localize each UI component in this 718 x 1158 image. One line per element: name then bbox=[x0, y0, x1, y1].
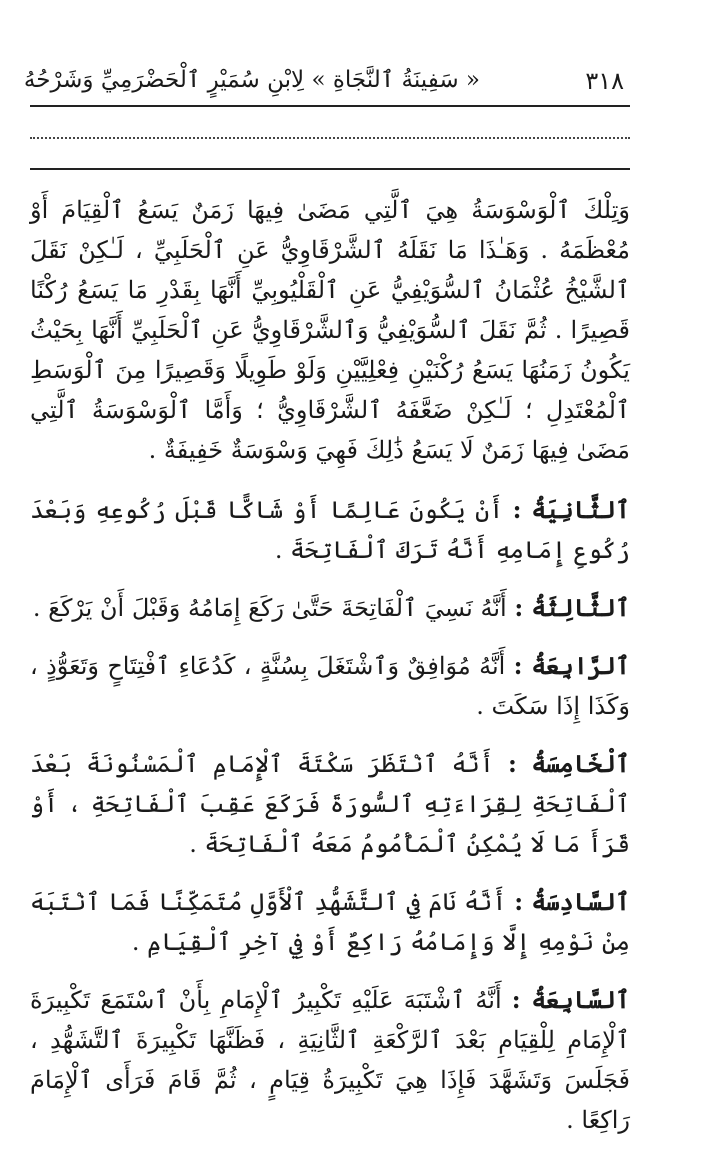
header-rule bbox=[30, 105, 630, 107]
running-title: « سَفِينَةُ ٱلنَّجَاةِ » لِابْنِ سُمَيْرٍ ٱلْحَضْرَمِيِّ وَشَرْحُهُ bbox=[23, 67, 480, 93]
body-text bbox=[30, 190, 630, 1158]
paragraph-text: وَتِلْكَ ٱلْوَسْوَسَةُ هِيَ ٱلَّتِي مَضَىٰ فِيهَا زَمَنٌ يَسَعُ ٱلْقِيَامَ أَوْ مُعْظَمَهُ . وَهَـٰذَا مَا نَقَلَهُ ٱلشَّرْقَاوِيُّ عَنِ ٱلْحَلَبِيِّ ، لَـٰكِنْ نَقَلَ ٱلشَّيْخُ عُثْمَانُ ٱلسُّوَيْفِيُّ عَنِ ٱلْقَلْيُوبِيِّ أَنَّهَا بِقَدْرِ مَا يَسَعُ رُكْنًا قَصِيرًا . ثُمَّ نَقَلَ ٱلسُّوَيْفِيُّ وَٱلشَّرْقَاوِيُّ عَنِ ٱلْحَلَبِيِّ أَنَّهَا بِحَيْثُ يَكُونُ زَمَنُهَا يَسَعُ رُكْنَيْنِ فِعْلِيَّيْنِ وَلَوْ طَوِيلًا وَقَصِيرًا مِنَ ٱلْوَسَطِ ٱلْمُعْتَدِلِ ؛ لَـٰكِنْ ضَعَّفَهُ ٱلشَّرْقَاوِيُّ ؛ وَأَمَّا ٱلْوَسْوَسَةُ ٱلَّتِي مَضَىٰ فِيهَا زَمَنٌ لَا يَسَعُ ذَٰلِكَ فَهِيَ وَسْوَسَةٌ خَفِيفَةٌ . bbox=[30, 196, 630, 464]
paragraph-lead: ٱلرَّابِعَةُ : bbox=[513, 651, 630, 680]
book-page bbox=[23, 55, 630, 1134]
section-rule bbox=[30, 168, 630, 170]
paragraph-lead: ٱلثَّالِثَةُ : bbox=[514, 593, 630, 622]
paragraph-text: أَنَّهُ ٱنْتَظَرَ سَكْتَةَ ٱلْإِمَامِ ٱلْمَسْنُونَةَ بَعْدَ ٱلْفَاتِحَةِ لِقِرَاءَتِهِ ٱلسُّورَةَ فَرَكَعَ عَقِبَ ٱلْفَاتِحَةِ ، أَوْ قَرَأَ مَا لَا يُمْكِنُ ٱلْمَأْمُومُ مَعَهُ ٱلْفَاتِحَةَ . bbox=[30, 750, 630, 858]
paragraph-lead: ٱلْخَامِسَةُ : bbox=[507, 749, 630, 778]
paragraph-text: أَنْ يَكُونَ عَالِمًا أَوْ شَاكًّا قَبْلَ رُكُوعِهِ وَبَعْدَ رُكُوعِ إِمَامِهِ أَنَّهُ تَرَكَ ٱلْفَاتِحَةَ . bbox=[30, 496, 630, 564]
dotted-separator bbox=[30, 137, 630, 139]
paragraph-7 bbox=[30, 980, 630, 1140]
paragraph-text: أَنَّهُ ٱشْتَبَهَ عَلَيْهِ تَكْبِيرُ ٱلْإِمَامِ بِأَنْ ٱسْتَمَعَ تَكْبِيرَةَ ٱلْإِمَامِ لِلْقِيَامِ بَعْدَ ٱلرَّكْعَةِ ٱلثَّانِيَةِ ، فَظَنَّهَا تَكْبِيرَةَ ٱلتَّشَهُّدِ ، فَجَلَسَ وَتَشَهَّدَ فَإِذَا هِيَ تَكْبِيرَةُ قِيَامٍ ، ثُمَّ قَامَ فَرَأَى ٱلْإِمَامَ رَاكِعًا . bbox=[30, 986, 630, 1134]
paragraph-6 bbox=[30, 882, 630, 962]
paragraph-lead: ٱلثَّانِيَةُ : bbox=[512, 495, 630, 524]
page-number: ٣١٨ bbox=[585, 67, 624, 95]
paragraph-5 bbox=[30, 744, 630, 864]
paragraph-3 bbox=[30, 588, 630, 628]
paragraph-4 bbox=[30, 646, 630, 726]
page-header bbox=[23, 65, 630, 109]
paragraph-lead: ٱلسَّابِعَةُ : bbox=[511, 985, 630, 1014]
paragraph-text: أَنَّهُ نَامَ فِي ٱلتَّشَهُّدِ ٱلْأَوَّلِ مُتَمَكِّنًا فَمَا ٱنْتَبَهَ مِنْ نَوْمِهِ إِلَّا وَإِمَامُهُ رَاكِعٌ أَوْ فِي آخِرِ ٱلْقِيَامِ . bbox=[30, 888, 630, 956]
paragraph-1 bbox=[30, 190, 630, 470]
paragraph-text: أَنَّهُ نَسِيَ ٱلْفَاتِحَةَ حَتَّىٰ رَكَعَ إِمَامُهُ وَقَبْلَ أَنْ يَرْكَعَ . bbox=[32, 594, 507, 622]
paragraph-2 bbox=[30, 490, 630, 570]
paragraph-lead: ٱلسَّادِسَةُ : bbox=[514, 887, 630, 916]
paragraph-text: أَنَّهُ مُوَافِقٌ وَٱشْتَغَلَ بِسُنَّةٍ ، كَدُعَاءِ ٱفْتِتَاحٍ وَتَعَوُّذٍ ، وَكَذَا إِذَا سَكَتَ . bbox=[30, 652, 630, 720]
